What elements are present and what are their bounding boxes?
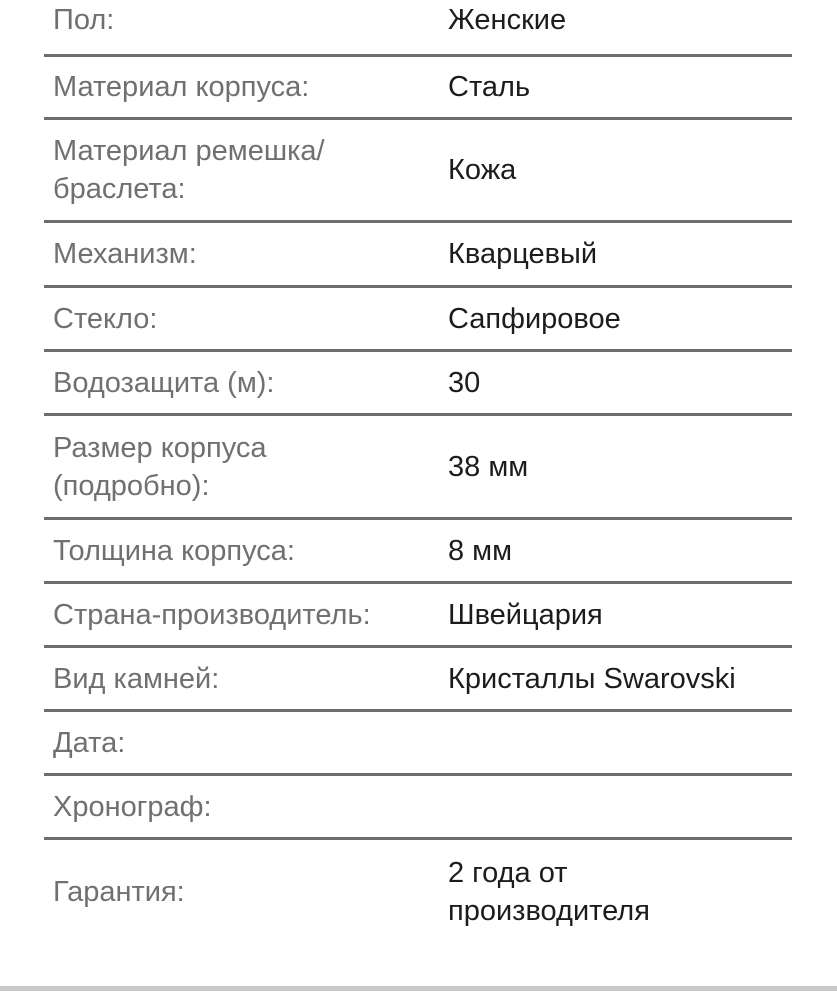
- spec-row-mechanism: [44, 223, 792, 288]
- spec-label: Водозащита (м):: [53, 366, 275, 399]
- spec-row-stones: [44, 648, 792, 712]
- spec-value: 30: [448, 366, 481, 399]
- spec-row-strap-material: [44, 120, 792, 223]
- specifications-table: [44, 0, 792, 944]
- spec-value: 2 года от производителя: [448, 857, 650, 927]
- spec-row-gender: [44, 0, 792, 57]
- spec-row-case-size: [44, 416, 792, 520]
- spec-label: Хронограф:: [53, 790, 212, 823]
- spec-value: Кристаллы Swarovski: [448, 662, 736, 695]
- spec-label: Материал корпуса:: [53, 71, 310, 103]
- spec-row-case-thickness: [44, 520, 792, 584]
- spec-label: Вид камней:: [53, 662, 220, 695]
- spec-row-country: [44, 584, 792, 648]
- spec-row-date: [44, 712, 792, 776]
- spec-label: Толщина корпуса:: [53, 534, 295, 567]
- spec-label: Стекло:: [53, 302, 158, 335]
- spec-label: Материал ремешка/ браслета:: [53, 135, 325, 205]
- spec-label: Размер корпуса (подробно):: [53, 431, 267, 502]
- spec-label: Страна-производитель:: [53, 598, 371, 631]
- spec-row-chronograph: [44, 776, 792, 840]
- spec-value: Сталь: [448, 71, 531, 103]
- spec-label: Механизм:: [53, 238, 197, 270]
- spec-value: 8 мм: [448, 534, 513, 567]
- spec-value: Сапфировое: [448, 302, 621, 335]
- section-divider: [0, 986, 837, 991]
- spec-value: Швейцария: [448, 598, 603, 631]
- spec-value: Женские: [448, 4, 567, 36]
- spec-row-water-resistance: [44, 352, 792, 416]
- spec-label: Пол:: [53, 4, 115, 36]
- spec-value: Кожа: [448, 154, 517, 186]
- spec-value: Кварцевый: [448, 238, 598, 270]
- spec-value: 38 мм: [448, 450, 529, 483]
- spec-label: Гарантия:: [53, 876, 185, 908]
- spec-row-case-material: [44, 57, 792, 120]
- spec-label: Дата:: [53, 726, 126, 759]
- spec-row-glass: [44, 288, 792, 352]
- spec-row-warranty: [44, 840, 792, 944]
